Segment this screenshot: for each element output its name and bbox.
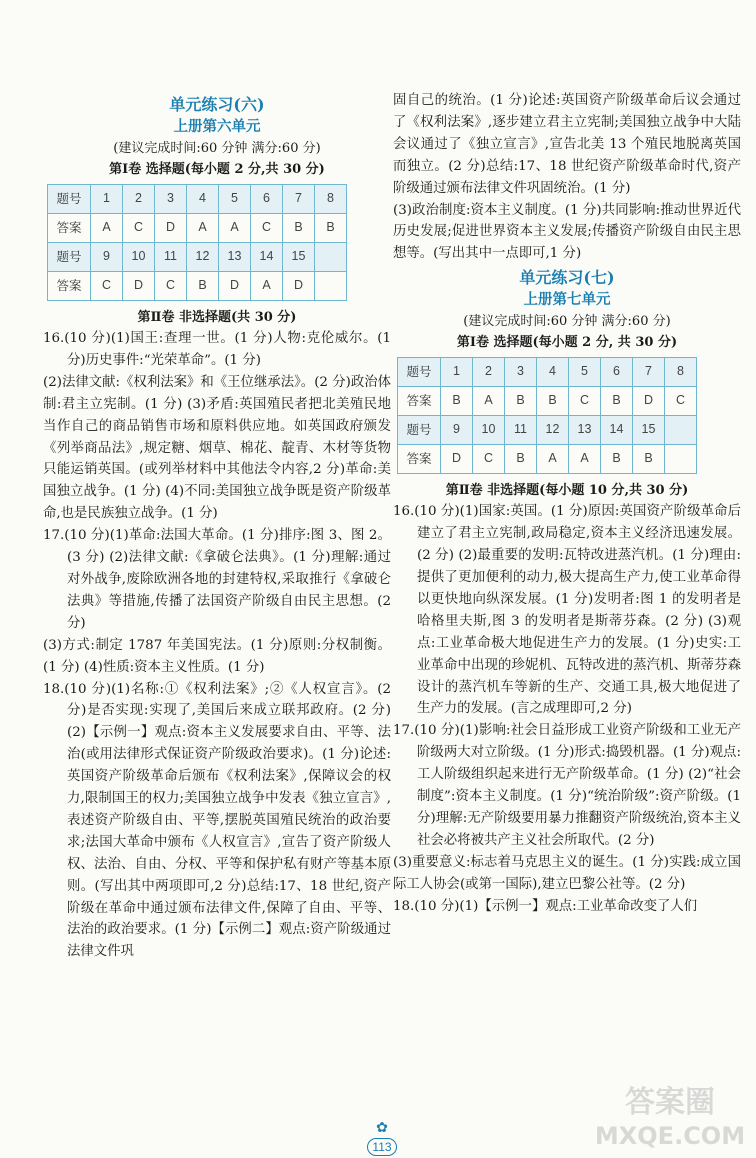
answer-18-cont: 固自己的统治。(1 分)论述:英国资产阶级革命后议会通过了《权利法案》,逐步建立君主立宪制;美国独立战争中大陆会议通过了《独立宣言》,宣告北美 13 个殖民地脱离英国而独立。(2 分)总结:17、18 世纪资产阶级革命时代,资产阶级通过颁布法律文件巩固统治。(1 分) bbox=[393, 93, 741, 196]
table-row bbox=[48, 185, 347, 214]
suggested-time: (建议完成时间:60 分钟 满分:60 分) bbox=[113, 141, 321, 156]
answer-17-cont: (3)重要意义:标志着马克思主义的诞生。(1 分)实践:成立国际工人协会(或第一国际),建立巴黎公社等。(2 分) bbox=[393, 854, 741, 892]
answer-18: 18.(10 分)(1)【示例一】观点:工业革命改变了人们 bbox=[393, 898, 698, 914]
answer-table bbox=[47, 184, 347, 301]
table-cell: D bbox=[123, 272, 155, 301]
svg-text:MXQE.COM: MXQE.COM bbox=[594, 1122, 746, 1150]
flower-icon: ✿ bbox=[376, 1120, 388, 1136]
table-cell: B bbox=[633, 445, 665, 474]
table-cell: 14 bbox=[601, 416, 633, 445]
table-cell: A bbox=[537, 445, 569, 474]
table-cell: 13 bbox=[219, 243, 251, 272]
table-cell: 8 bbox=[665, 358, 697, 387]
table-row bbox=[398, 416, 697, 445]
table-cell: 4 bbox=[537, 358, 569, 387]
table-cell: 2 bbox=[473, 358, 505, 387]
table-cell: B bbox=[537, 387, 569, 416]
table-cell: A bbox=[91, 214, 123, 243]
table-cell: 12 bbox=[187, 243, 219, 272]
table-cell: C bbox=[251, 214, 283, 243]
table-cell: 12 bbox=[537, 416, 569, 445]
table-row bbox=[48, 243, 347, 272]
table-cell: 4 bbox=[187, 185, 219, 214]
table-cell: D bbox=[441, 445, 473, 474]
table-cell: 6 bbox=[601, 358, 633, 387]
table-cell: 14 bbox=[251, 243, 283, 272]
table-cell: A bbox=[187, 214, 219, 243]
table-cell: C bbox=[155, 272, 187, 301]
table-cell: 5 bbox=[219, 185, 251, 214]
table-cell: 6 bbox=[251, 185, 283, 214]
table-cell: B bbox=[601, 387, 633, 416]
table-cell: D bbox=[283, 272, 315, 301]
suggested-time: (建议完成时间:60 分钟 满分:60 分) bbox=[463, 314, 671, 330]
table-header-cell: 答案 bbox=[48, 272, 91, 301]
table-cell: D bbox=[155, 214, 187, 243]
page-footer bbox=[362, 1117, 402, 1155]
table-cell: 11 bbox=[505, 416, 537, 445]
table-cell: A bbox=[473, 387, 505, 416]
page-number: 113 bbox=[367, 1138, 396, 1156]
table-cell: 13 bbox=[569, 416, 601, 445]
table-cell: A bbox=[251, 272, 283, 301]
answer-17-cont: (3)方式:制定 1787 年美国宪法。(1 分)原则:分权制衡。(1 分) (4)性质:资本主义性质。(1 分) bbox=[43, 637, 391, 675]
table-cell: C bbox=[91, 272, 123, 301]
unit-subtitle: 上册第七单元 bbox=[523, 291, 611, 309]
table-header-cell: 答案 bbox=[48, 214, 91, 243]
unit-subtitle: 上册第六单元 bbox=[173, 118, 261, 135]
table-cell: B bbox=[505, 387, 537, 416]
table-cell: B bbox=[315, 214, 347, 243]
answer-16-cont: (2)法律文献:《权利法案》和《王位继承法》。(2 分)政治体制:君主立宪制。(1 分) (3)矛盾:英国殖民者把北美殖民地当作自己的商品销售市场和原料供应地。如英国政府颁发《列举商品法》,规定糖、烟草、棉花、靛青、木材等货物只能运销英国。(或列举材料中其他法令内容,2 分)革命:美国独立战争。(1 分) (4)不同:美国独立战争既是资产阶级革命,也是民族独立战争。(1 分) bbox=[43, 374, 391, 522]
table-header-cell: 题号 bbox=[48, 243, 91, 272]
table-header-cell: 题号 bbox=[48, 185, 91, 214]
table-row bbox=[398, 358, 697, 387]
table-cell: 1 bbox=[91, 185, 123, 214]
answer-table bbox=[397, 357, 697, 474]
answer-17: 17.(10 分)(1)影响:社会日益形成工业资产阶级和工业无产阶级两大对立阶级。(1 分)形式:捣毁机器。(1 分)观点:工人阶级组织起来进行无产阶级革命。(1 分) (2)“社会制度”:资本主义制度。(1 分)“统治阶级”:资产阶级。(1 分)理解:无产阶级要用暴力推翻资产阶级统治,资本主义社会必将被共产主义社会所取代。(2 分) bbox=[393, 723, 741, 848]
svg-text:答案圈: 答案圈 bbox=[625, 1085, 715, 1120]
table-cell: D bbox=[633, 387, 665, 416]
answer-18: 18.(10 分)(1)名称:①《权利法案》;②《人权宣言》。(2 分)是否实现:实现了,美国后来成立联邦政府。(2 分) (2)【示例一】观点:资本主义发展要求自由、平等、法治(或用法律形式保证资产阶级政治要求)。(1 分)论述:英国资产阶级革命后颁布《权利法案》,保障议会的权力,限制国王的权力;美国独立战争中发表《独立宣言》,表述资产阶级自由、平等,摆脱英国殖民统治的政治要求;法国大革命中颁布《人权宣言》,宣告了资产阶级人权、法治、自由、分权、平等和保护私有财产等基本原则。(写出其中两项即可,2 分)总结:17、18 世纪,资产阶级在革命中通过颁布法律文件,保障了自由、平等、法治的政治要求。(1 分)【示例二】观点:资产阶级通过法律文件巩 bbox=[43, 681, 391, 960]
table-cell: 3 bbox=[505, 358, 537, 387]
table-cell: C bbox=[665, 387, 697, 416]
table-row bbox=[398, 445, 697, 474]
table-row bbox=[48, 214, 347, 243]
table-cell: A bbox=[219, 214, 251, 243]
table-cell bbox=[315, 243, 347, 272]
watermark-logo bbox=[590, 1074, 750, 1154]
section-heading: 第Ⅱ卷 非选择题(每小题 10 分,共 30 分) bbox=[445, 483, 689, 499]
table-cell: C bbox=[569, 387, 601, 416]
table-cell: B bbox=[187, 272, 219, 301]
table-cell: 8 bbox=[315, 185, 347, 214]
table-cell: D bbox=[219, 272, 251, 301]
table-cell bbox=[665, 416, 697, 445]
table-cell: B bbox=[283, 214, 315, 243]
table-row bbox=[398, 387, 697, 416]
table-header-cell: 题号 bbox=[398, 358, 441, 387]
table-cell: 2 bbox=[123, 185, 155, 214]
table-cell: A bbox=[569, 445, 601, 474]
table-cell: 1 bbox=[441, 358, 473, 387]
table-cell: 7 bbox=[633, 358, 665, 387]
table-cell: B bbox=[441, 387, 473, 416]
table-cell: 9 bbox=[441, 416, 473, 445]
table-cell: 9 bbox=[91, 243, 123, 272]
table-header-cell: 题号 bbox=[398, 416, 441, 445]
table-cell: 15 bbox=[633, 416, 665, 445]
table-cell: C bbox=[473, 445, 505, 474]
unit-title: 单元练习(六) bbox=[169, 95, 265, 114]
table-cell: C bbox=[123, 214, 155, 243]
section-heading: 第Ⅰ卷 选择题(每小题 2 分,共 30 分) bbox=[109, 162, 325, 177]
answer-18-part3: (3)政治制度:资本主义制度。(1 分)共同影响:推动世界近代历史发展;促进世界资本主义发展;传播资产阶级自由民主思想等。(写出其中一点即可,1 分) bbox=[393, 202, 741, 262]
table-header-cell: 答案 bbox=[398, 445, 441, 474]
answer-17: 17.(10 分)(1)革命:法国大革命。(1 分)排序:图 3、图 2。(3 分) (2)法律文献:《拿破仑法典》。(1 分)理解:通过对外战争,废除欧洲各地的封建特权,采取推行《拿破仑法典》等措施,传播了法国资产阶级自由民主思想。(2 分) bbox=[43, 528, 391, 631]
table-cell bbox=[665, 445, 697, 474]
table-row bbox=[48, 272, 347, 301]
unit-title: 单元练习(七) bbox=[519, 268, 615, 288]
table-cell: 10 bbox=[473, 416, 505, 445]
left-column bbox=[43, 92, 391, 963]
section-heading: 第Ⅱ卷 非选择题(共 30 分) bbox=[137, 310, 297, 325]
section-heading: 第Ⅰ卷 选择题(每小题 2 分, 共 30 分) bbox=[456, 335, 678, 351]
table-cell: B bbox=[601, 445, 633, 474]
table-cell: 11 bbox=[155, 243, 187, 272]
table-header-cell: 答案 bbox=[398, 387, 441, 416]
table-cell: 10 bbox=[123, 243, 155, 272]
table-cell: 3 bbox=[155, 185, 187, 214]
answer-16: 16.(10 分)(1)国家:英国。(1 分)原因:英国资产阶级革命后建立了君主立宪制,政局稳定,资本主义经济迅速发展。(2 分) (2)最重要的发明:瓦特改进蒸汽机。(1 分)理由:提供了更加便利的动力,极大提高生产力,使工业革命得以更快地向纵深发展。(1 分)发明者:图 1 的发明者是哈格里夫斯,图 3 的发明者是斯蒂芬森。(2 分) (3)观点:工业革命极大地促进生产力的发展。(1 分)史实:工业革命中出现的珍妮机、瓦特改进的蒸汽机、斯蒂芬森设计的蒸汽机车等新的生产、交通工具,极大地促进了生产力的发展。(言之成理即可,2 分) bbox=[393, 504, 741, 717]
table-cell: 7 bbox=[283, 185, 315, 214]
table-cell bbox=[315, 272, 347, 301]
table-cell: B bbox=[505, 445, 537, 474]
table-cell: 5 bbox=[569, 358, 601, 387]
table-cell: 15 bbox=[283, 243, 315, 272]
answer-16: 16.(10 分)(1)国王:查理一世。(1 分)人物:克伦威尔。(1 分)历史事件:“光荣革命”。(1 分) bbox=[43, 331, 391, 368]
right-column bbox=[393, 90, 741, 917]
